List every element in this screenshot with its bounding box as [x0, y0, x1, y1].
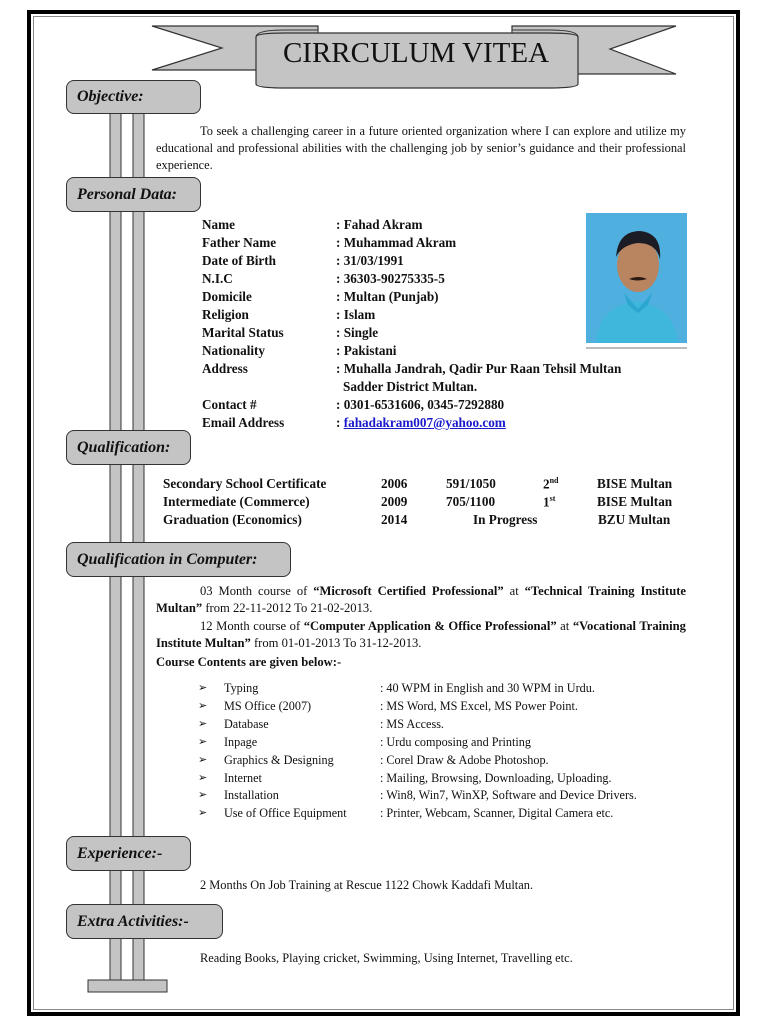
personal-value-text: : 36303-90275335-5: [336, 271, 445, 286]
personal-value: [336, 253, 404, 269]
section-personal-data: Personal Data:: [66, 177, 201, 212]
qualification-division: [543, 476, 559, 492]
qualification-marks: 591/1050: [446, 476, 496, 491]
course2-institute: “Vocational Training Institute Multan”: [156, 619, 686, 650]
arrow-bullet-icon: ➢: [198, 682, 208, 694]
personal-value-text: : Muhalla Jandrah, Qadir Pur Raan Tehsil Multan: [336, 361, 622, 376]
personal-key: N.I.C: [202, 271, 233, 286]
course-contents-heading: Course Contents are given below:-: [156, 655, 342, 669]
section-qualification: Qualification:: [66, 430, 191, 465]
qualification-board: BISE Multan: [597, 494, 673, 509]
qualification-board: BZU Multan: [598, 512, 671, 527]
personal-value-text: : Fahad Akram: [336, 217, 423, 232]
course-name: MS Office (2007): [224, 698, 312, 713]
personal-value: [336, 325, 378, 341]
course-name: Use of Office Equipment: [224, 806, 347, 821]
personal-value: [336, 397, 504, 413]
course-detail: : Printer, Webcam, Scanner, Digital Camera etc.: [380, 806, 614, 821]
computer-course-2: [156, 618, 686, 652]
personal-key: Domicile: [202, 289, 252, 304]
course-detail: : Corel Draw & Adobe Photoshop.: [380, 752, 549, 767]
course-name: Database: [224, 716, 269, 731]
personal-value: [336, 235, 456, 251]
course-item: [198, 788, 698, 806]
course-name: Inpage: [224, 734, 258, 749]
personal-value: [336, 217, 422, 233]
course-item: [198, 806, 698, 824]
course-item: [198, 699, 698, 717]
personal-value-text: : Islam: [336, 307, 376, 322]
personal-value-text: : Pakistani: [336, 343, 397, 358]
personal-key: Email Address: [202, 415, 285, 430]
course-detail: : Mailing, Browsing, Downloading, Uploading.: [380, 770, 612, 785]
section-qualification-computer: Qualification in Computer:: [66, 542, 291, 577]
activities-text: Reading Books, Playing cricket, Swimming, Using Internet, Travelling etc.: [200, 951, 573, 965]
personal-value-text: : Multan (Punjab): [336, 289, 439, 304]
experience-text: 2 Months On Job Training at Rescue 1122 Chowk Kaddafi Multan.: [200, 878, 534, 892]
qualification-degree: Graduation (Economics): [163, 512, 302, 527]
division-number: 2: [543, 476, 550, 492]
course1-institute: “Technical Training Institute Multan”: [156, 584, 686, 615]
qualification-row: [163, 476, 693, 494]
arrow-bullet-icon: ➢: [198, 753, 208, 766]
personal-value: [336, 289, 439, 305]
course-detail: : Win8, Win7, WinXP, Software and Device Drivers.: [380, 788, 637, 803]
course2-dates: from 01-01-2013 To 31-12-2013.: [250, 636, 422, 650]
course2-intro: 12 Month course of: [200, 619, 304, 633]
course-detail: : Urdu composing and Printing: [380, 734, 531, 749]
division-suffix: nd: [549, 476, 559, 485]
personal-value: [336, 415, 506, 431]
course-detail: : MS Word, MS Excel, MS Power Point.: [380, 698, 578, 713]
personal-key: Marital Status: [202, 325, 284, 340]
arrow-bullet-icon: ➢: [198, 735, 208, 748]
qualification-board: BISE Multan: [597, 476, 673, 491]
course-item: [198, 681, 698, 699]
course1-dates: from 22-11-2012 To 21-02-2013.: [202, 601, 373, 615]
personal-value-text: :: [336, 415, 344, 430]
course-detail: : MS Access.: [380, 716, 444, 731]
course-item: [198, 735, 698, 753]
personal-value: [343, 379, 477, 395]
course-item: [198, 717, 698, 735]
personal-value: [336, 307, 375, 323]
course-detail: : 40 WPM in English and 30 WPM in Urdu.: [380, 681, 595, 695]
qualification-marks: 705/1100: [446, 494, 496, 509]
course2-title: “Computer Application & Office Professional”: [303, 619, 557, 633]
arrow-bullet-icon: ➢: [198, 771, 208, 784]
section-objective: Objective:: [66, 80, 201, 114]
course-name: Graphics & Designing: [224, 752, 334, 767]
pole-base: [88, 980, 167, 992]
personal-key: Father Name: [202, 235, 277, 250]
qualification-degree: Intermediate (Commerce): [163, 494, 310, 509]
cv-title: CIRRCULUM VITEA: [282, 37, 550, 69]
profile-photo: [586, 213, 687, 343]
arrow-bullet-icon: ➢: [198, 807, 208, 820]
personal-key: Religion: [202, 307, 249, 322]
computer-course-1: [156, 583, 686, 617]
arrow-bullet-icon: ➢: [198, 717, 208, 730]
arrow-bullet-icon: ➢: [198, 699, 208, 712]
course2-at: at: [556, 619, 573, 633]
email-link[interactable]: fahadakram007@yahoo.com: [343, 415, 506, 430]
course1-intro: 03 Month course of: [200, 584, 314, 598]
qualification-row: [163, 512, 693, 530]
personal-value-text: : Muhammad Akram: [336, 235, 457, 250]
course1-title: “Microsoft Certified Professional”: [313, 584, 504, 598]
person-photo-icon: [586, 213, 687, 343]
personal-key: Name: [202, 217, 235, 232]
division-number: 1: [543, 494, 550, 510]
course-item: [198, 771, 698, 789]
course-name: Internet: [224, 770, 262, 785]
personal-key: Nationality: [202, 343, 266, 358]
section-extra-activities: Extra Activities:-: [66, 904, 223, 939]
photo-underline: [586, 347, 687, 349]
qualification-marks: In Progress: [473, 512, 538, 527]
qualification-degree: Secondary School Certificate: [163, 476, 327, 491]
objective-text: To seek a challenging career in a future oriented organization where I can explore and utilize my educational and professional abilities with the challenging job by senior’s guidance and their professional experience.: [156, 124, 686, 172]
personal-value-text: : 0301-6531606, 0345-7292880: [336, 397, 505, 412]
personal-value: [336, 343, 396, 359]
personal-key: Address: [202, 361, 248, 376]
qualification-year: 2006: [381, 476, 408, 491]
personal-key: Contact #: [202, 397, 257, 412]
personal-key: Date of Birth: [202, 253, 276, 268]
division-suffix: st: [549, 494, 556, 503]
course1-at: at: [503, 584, 525, 598]
personal-value-text: : 31/03/1991: [336, 253, 404, 268]
course-name: Installation: [224, 788, 279, 803]
course-name: Typing: [224, 681, 259, 695]
section-experience: Experience:-: [66, 836, 191, 871]
personal-value: [336, 361, 621, 377]
qualification-year: 2014: [381, 512, 408, 527]
qualification-row: [163, 494, 693, 512]
personal-value-text: Sadder District Multan.: [343, 379, 478, 394]
arrow-bullet-icon: ➢: [198, 789, 208, 802]
qualification-division: [543, 494, 555, 510]
course-item: [198, 753, 698, 771]
qualification-year: 2009: [381, 494, 408, 509]
personal-value: [336, 271, 445, 287]
personal-value-text: : Single: [336, 325, 379, 340]
